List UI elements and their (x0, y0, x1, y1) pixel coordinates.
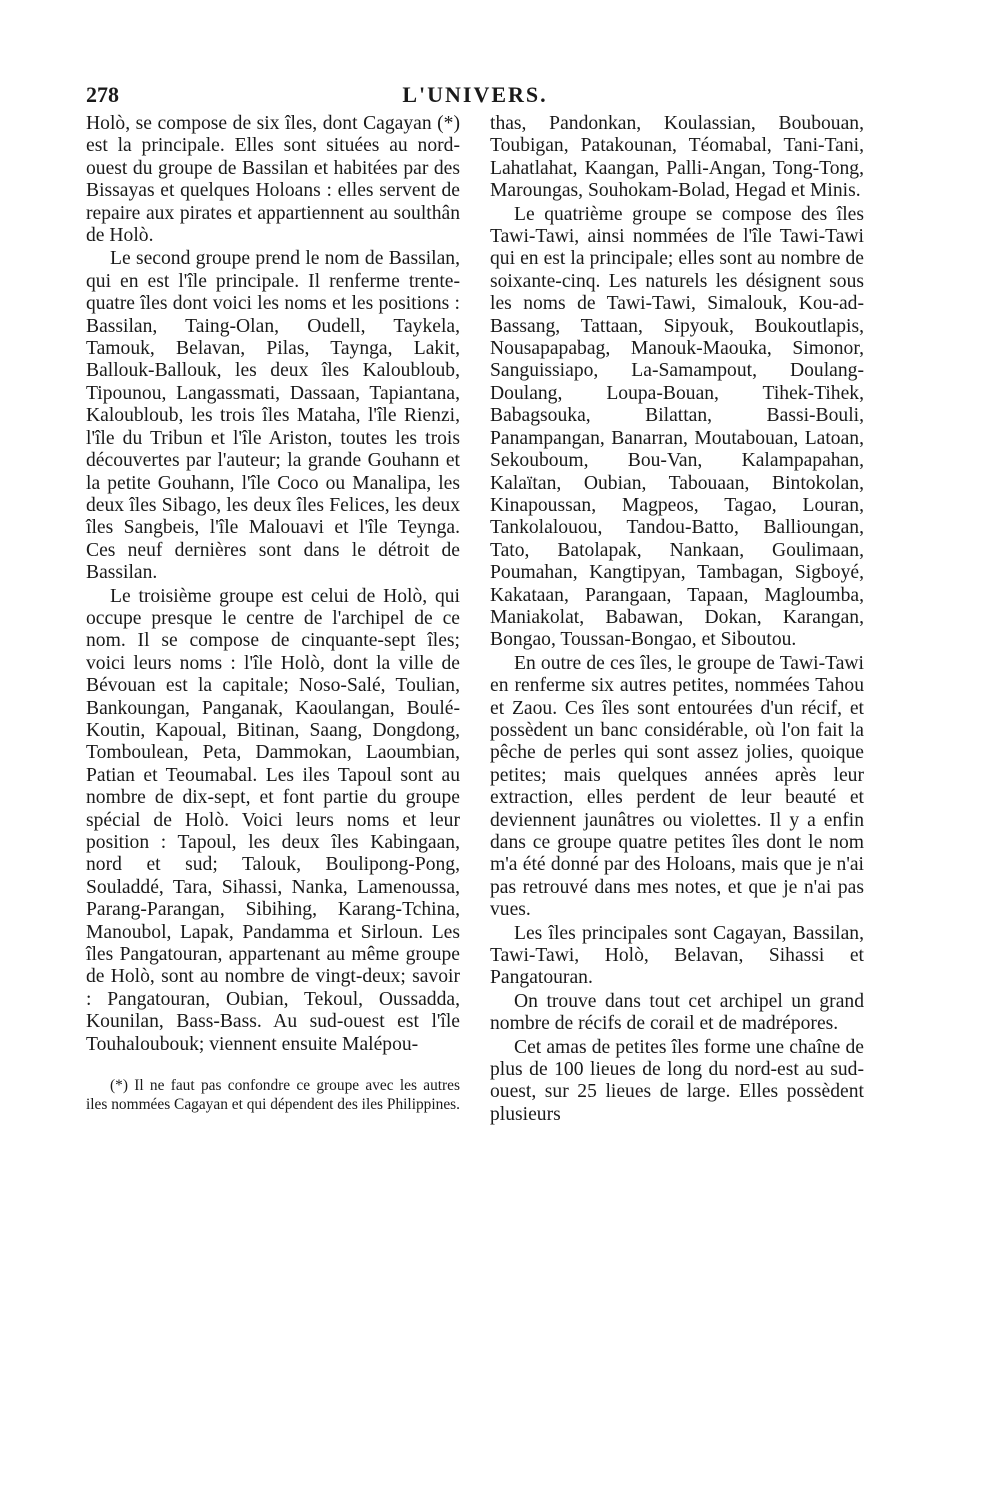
paragraph: Les îles principales sont Cagayan, Bassilan, Tawi-Tawi, Holò, Belavan, Sihassi et Pangatouran. (490, 922, 864, 989)
footnote (86, 1076, 460, 1115)
paragraph: Cet amas de petites îles forme une chaîne de plus de 100 lieues de long du nord-est au sud-ouest, sur 25 lieues de large. Elles possèdent plusieurs (490, 1036, 864, 1125)
running-title: L'UNIVERS. (402, 82, 548, 107)
footnote-text: (*) Il ne faut pas confondre ce groupe avec les autres iles nommées Cagayan et qui dépendent des iles Philippines. (86, 1077, 461, 1114)
paragraph: Holò, se compose de six îles, dont Cagayan (*) est la principale. Elles sont situées au nord-ouest du groupe de Bassilan et habitées par des Bissayas et quelques Holoans : elles servent de repaire aux pirates et appartiennent au soulthân de Holò. (86, 113, 460, 247)
book-page (86, 82, 864, 1126)
paragraph: En outre de ces îles, le groupe de Tawi-Tawi en renferme six autres petites, nommées Tahou et Zaou. Ces îles sont entourées d'un récif, et possèdent un banc considérable, où l'on fait la pêche de perles qui sont assez jolies, quoique petites; mais quelques années après leur extraction, elles perdent de leur beauté et deviennent jaunâtres ou violettes. Il y a enfin dans ce groupe quatre petites îles dont le nom m'a été donné par des Holoans, mais que je n'ai pas retrouvé dans mes notes, et que je n'ai pas vues. (490, 652, 864, 921)
right-column (490, 113, 864, 1126)
page-number: 278 (86, 82, 119, 107)
paragraph: Le quatrième groupe se compose des îles Tawi-Tawi, ainsi nommées de l'île Tawi-Tawi qui en est la principale; elles sont au nombre de soixante-cinq. Les naturels les désignent sous les noms de Tawi-Tawi, Simalouk, Kou-ad-Bassang, Tattaan, Sipyouk, Boukoutlapis, Nousapapabag, Manouk-Maouka, Simonor, Sanguissiapo, La-Samampout, Doulang-Doulang, Loupa-Bouan, Tihek-Tihek, Babagsouka, Bilattan, Bassi-Bouli, Panampangan, Banarran, Moutabouan, Latoan, Sekouboum, Bou-Van, Kalampapahan, Kalaïtan, Oubian, Tabouaan, Bintokolan, Kinapoussan, Magpeos, Tagao, Louran, Tankolalouou, Tandou-Batto, Ballioungan, Tato, Batolapak, Nankaan, Goulimaan, Poumahan, Kangtipyan, Tambagan, Sigboyé, Kakataan, Parangaan, Tapaan, Magloumba, Maniakolat, Babawan, Dokan, Karangan, Bongao, Toussan-Bongao, et Siboutou. (490, 203, 864, 651)
paragraph: Le troisième groupe est celui de Holò, qui occupe presque le centre de l'archipel de ce nom. Il se compose de cinquante-sept îles; voici leurs noms : l'île Holò, dont la ville de Bévouan est la capitale; Noso-Salé, Toulian, Bankoungan, Panganak, Kaoulangan, Boulé-Koutin, Kapoual, Bitinan, Saang, Dongdong, Tomboulean, Peta, Dammokan, Laoumbian, Patian et Teoumabal. Les iles Tapoul sont au nombre de dix-sept, et font partie du groupe spécial de Holò. Voici leurs noms et leur position : Tapoul, les deux îles Kabingaan, nord et sud; Talouk, Boulipong-Pong, Souladdé, Tara, Sihassi, Nanka, Lamenoussa, Parang-Parangan, Sibihing, Karang-Tchina, Manoubol, Lapak, Pandamma et Sirloun. Les îles Pangatouran, appartenant au même groupe de Holò, sont au nombre de vingt-deux; savoir : Pangatouran, Oubian, Tekoul, Oussadda, Kounilan, Bass-Bass. Au sud-ouest est l'île Touhaloubouk; viennent ensuite Malépou- (86, 585, 460, 1055)
paragraph: On trouve dans tout cet archipel un grand nombre de récifs de corail et de madrépores. (490, 990, 864, 1035)
running-head (86, 82, 864, 112)
paragraph: Le second groupe prend le nom de Bassilan, qui en est l'île principale. Il renferme trente-quatre îles dont voici les noms et les positions : Bassilan, Taing-Olan, Oudell, Taykela, Tamouk, Belavan, Pilas, Taynga, Lakit, Ballouk-Ballouk, les deux îles Kaloubloub, Tipounou, Langassmati, Dassaan, Tapiantana, Kaloubloub, les trois îles Mataha, l'île Rienzi, l'île du Tribun et l'île Ariston, toutes les trois découvertes par l'auteur; la grande Gouhann et la petite Gouhann, l'île Coco ou Manalipa, les deux îles Sibago, les deux îles Felices, les deux îles Sangbeis, l'île Malouavi et l'île Teynga. Ces neuf dernières sont dans le détroit de Bassilan. (86, 248, 460, 584)
left-column (86, 113, 460, 1126)
paragraph: thas, Pandonkan, Koulassian, Boubouan, Toubigan, Patakounan, Téomabal, Tani-Tani, Lahatlahat, Kaangan, Palli-Angan, Tong-Tong, Maroungas, Souhokam-Bolad, Hegad et Minis. (490, 113, 864, 202)
text-columns (86, 113, 864, 1126)
